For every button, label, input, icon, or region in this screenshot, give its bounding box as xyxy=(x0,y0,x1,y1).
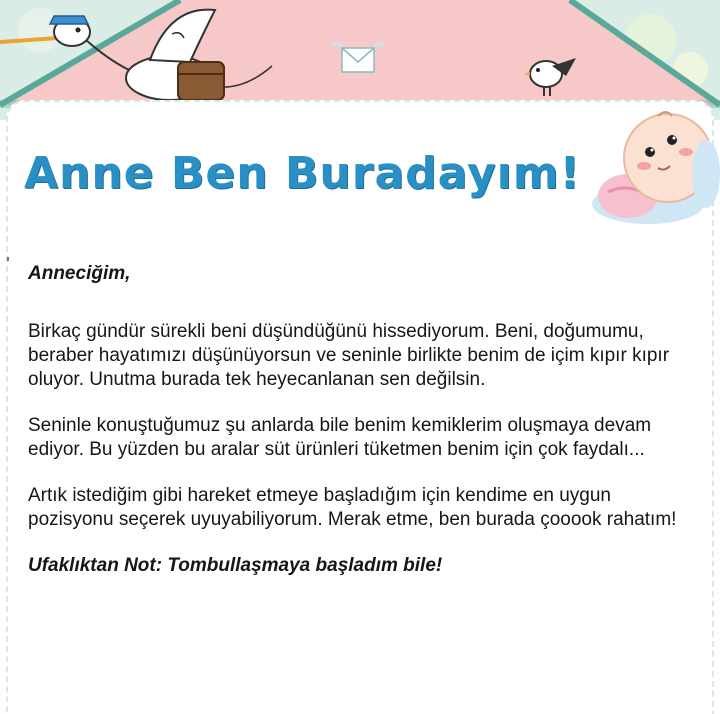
letter-body xyxy=(28,262,688,600)
page-title: Anne Ben Buradayım! xyxy=(24,148,581,199)
baby-icon xyxy=(588,104,720,228)
letter-paragraph: Seninle konuştuğumuz şu anlarda bile benim kemiklerim oluşmaya devam ediyor. Bu yüzden bu aralar süt ürünleri tüketmen benim için çok faydalı... xyxy=(28,415,652,460)
letter-note: Ufaklıktan Not: Tombullaşmaya başladım bile! xyxy=(28,555,443,576)
letter-paragraph: Birkaç gündür sürekli beni düşündüğünü hissediyorum. Beni, doğumumu, beraber hayatımızı düşünüyorsun ve seninle birlikte benim de içim kıpır kıpır oluyor. Unutma burada tek heyecanlanan sen değilsin. xyxy=(28,321,670,390)
divider-mark xyxy=(7,257,9,261)
envelope-icon xyxy=(330,38,386,80)
letter-paragraph: Artık istediğim gibi hareket etmeye başladığım için kendime en uygun pozisyonu seçerek uyuyabiliyorum. Merak etme, ben burada çooook rahatım! xyxy=(28,485,677,530)
letter-salutation: Anneciğim, xyxy=(28,263,131,284)
bird-icon xyxy=(522,46,580,98)
